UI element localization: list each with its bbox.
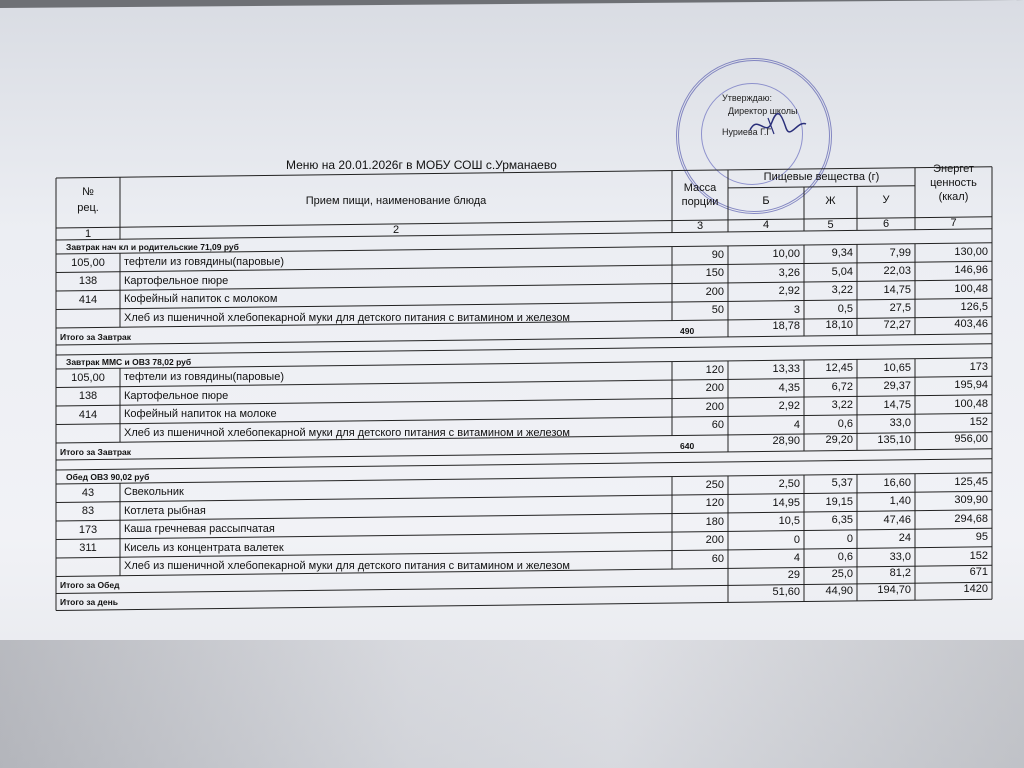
total-carb: 81,2 <box>889 567 911 580</box>
total-mass: 640 <box>680 440 695 451</box>
portion-mass: 90 <box>711 248 724 261</box>
total-carb: 72,27 <box>883 318 911 331</box>
energy-value: 152 <box>969 549 988 562</box>
dish-name: Картофельное пюре <box>124 274 229 287</box>
carb-value: 10,65 <box>883 361 911 374</box>
portion-mass: 180 <box>705 515 724 528</box>
fat-value: 0 <box>846 532 853 545</box>
energy-value: 95 <box>975 531 988 544</box>
total-fat: 44,90 <box>825 584 853 597</box>
dish-name: Кофейный напиток с молоком <box>124 293 278 306</box>
grid-line <box>728 186 915 188</box>
carb-value: 33,0 <box>889 550 911 563</box>
dish-name: Каша гречневая рассыпчатая <box>124 523 275 536</box>
total-energy: 403,46 <box>954 317 988 330</box>
section-label: Обед ОВЗ 90,02 руб <box>66 471 150 482</box>
grid-line <box>56 229 992 240</box>
portion-mass: 50 <box>711 304 724 317</box>
recipe-number: 83 <box>81 505 95 518</box>
carb-value: 7,99 <box>889 246 911 259</box>
column-number: 3 <box>696 220 704 233</box>
column-number: 2 <box>392 223 400 236</box>
fat-value: 3,22 <box>831 284 853 297</box>
carb-value: 29,37 <box>883 380 911 393</box>
portion-mass: 60 <box>711 552 724 565</box>
header-num: № <box>82 185 94 198</box>
grid-line <box>56 217 992 228</box>
total-protein: 29 <box>787 568 800 581</box>
carb-value: 47,46 <box>883 513 911 526</box>
grid-line <box>56 459 992 470</box>
dish-name: Хлеб из пшеничной хлебопекарной муки для детского питания с витамином и железом <box>124 560 570 573</box>
approval-line: Утверждаю: <box>722 93 773 103</box>
total-fat: 18,10 <box>825 319 853 332</box>
recipe-number: 105,00 <box>71 256 105 269</box>
protein-value: 3 <box>793 303 800 316</box>
fat-value: 19,15 <box>825 495 853 508</box>
section-label: Завтрак нач кл и родительские 71,09 руб <box>66 241 239 252</box>
fat-value: 6,35 <box>831 514 853 527</box>
column-number: 1 <box>84 227 92 240</box>
recipe-number: 105,00 <box>71 371 105 384</box>
protein-value: 2,92 <box>778 400 800 413</box>
recipe-number: 43 <box>81 486 95 499</box>
fat-value: 3,22 <box>831 399 853 412</box>
recipe-number: 414 <box>78 408 98 421</box>
total-mass: 490 <box>680 325 695 336</box>
energy-value: 130,00 <box>954 245 988 258</box>
carb-value: 24 <box>898 532 911 545</box>
total-carb: 135,10 <box>877 433 911 446</box>
header-energy: ценность <box>930 177 977 190</box>
header-name: Прием пищи, наименование блюда <box>305 194 487 207</box>
total-protein: 28,90 <box>772 435 800 448</box>
total-label: Итого за Обед <box>60 580 120 591</box>
total-carb: 194,70 <box>877 584 911 597</box>
fat-value: 5,37 <box>831 477 853 490</box>
protein-value: 10,00 <box>772 248 800 261</box>
carb-value: 27,5 <box>889 302 911 315</box>
total-label: Итого за день <box>60 597 119 608</box>
fat-value: 12,45 <box>825 362 853 375</box>
portion-mass: 60 <box>711 419 724 432</box>
portion-mass: 200 <box>705 400 724 413</box>
column-number: 7 <box>950 217 957 230</box>
energy-value: 125,45 <box>954 475 988 488</box>
recipe-number: 173 <box>78 523 98 536</box>
grid-line <box>56 344 992 355</box>
protein-value: 14,95 <box>772 496 800 509</box>
energy-value: 173 <box>969 360 988 373</box>
dish-name: Картофельное пюре <box>124 389 229 402</box>
protein-value: 3,26 <box>778 266 800 279</box>
section-label: Завтрак ММС и ОВЗ 78,02 руб <box>66 356 192 367</box>
dish-name: Свекольник <box>124 486 184 499</box>
header-zh: Ж <box>825 194 836 207</box>
total-energy: 956,00 <box>954 432 988 445</box>
protein-value: 4,35 <box>778 381 800 394</box>
dish-name: Котлета рыбная <box>124 504 206 517</box>
total-protein: 51,60 <box>772 585 800 598</box>
energy-value: 195,94 <box>954 379 988 392</box>
energy-value: 152 <box>969 416 988 429</box>
energy-value: 100,48 <box>954 397 988 410</box>
approval-line: Директор школы <box>728 106 798 116</box>
header-u: У <box>882 194 890 207</box>
portion-mass: 120 <box>705 497 724 510</box>
carb-value: 16,60 <box>883 476 911 489</box>
grid-line <box>56 334 992 345</box>
protein-value: 4 <box>793 418 800 431</box>
header-num: рец. <box>77 201 99 214</box>
fat-value: 9,34 <box>831 247 853 260</box>
portion-mass: 200 <box>705 382 724 395</box>
total-energy: 1420 <box>963 583 988 596</box>
portion-mass: 150 <box>705 267 724 280</box>
portion-mass: 200 <box>705 534 724 547</box>
recipe-number: 414 <box>78 293 98 306</box>
total-fat: 25,0 <box>831 567 853 580</box>
recipe-number: 138 <box>78 390 98 403</box>
total-label: Итого за Завтрак <box>60 446 132 457</box>
dish-name: тефтели из говядины(паровые) <box>124 371 284 384</box>
menu-title: Меню на 20.01.2026г в МОБУ СОШ с.Урманаево <box>286 158 557 172</box>
column-number: 6 <box>882 218 890 231</box>
protein-value: 4 <box>793 552 800 565</box>
carb-value: 33,0 <box>889 417 911 430</box>
total-energy: 671 <box>969 566 988 579</box>
header-mass: Масса <box>683 182 717 195</box>
dish-name: Хлеб из пшеничной хлебопекарной муки для детского питания с витамином и железом <box>124 311 570 324</box>
total-fat: 29,20 <box>825 434 853 447</box>
energy-value: 146,96 <box>954 264 988 277</box>
energy-value: 100,48 <box>954 282 988 295</box>
portion-mass: 120 <box>705 363 724 376</box>
total-protein: 18,78 <box>772 320 800 333</box>
header-nutrients: Пищевые вещества (г) <box>763 170 880 183</box>
protein-value: 2,50 <box>778 478 800 491</box>
header-energy: (ккал) <box>938 191 969 204</box>
carb-value: 14,75 <box>883 283 911 296</box>
header-energy: Энергет <box>933 163 974 176</box>
grid-line <box>56 449 992 460</box>
carb-value: 22,03 <box>883 265 911 278</box>
recipe-number: 311 <box>79 542 97 555</box>
fat-value: 0,5 <box>837 302 853 315</box>
recipe-number: 138 <box>78 275 98 288</box>
header-mass: порции <box>681 196 719 209</box>
protein-value: 2,92 <box>778 285 800 298</box>
fat-value: 0,6 <box>837 417 853 430</box>
column-number: 4 <box>762 219 770 232</box>
header-b: Б <box>762 195 770 208</box>
portion-mass: 200 <box>705 285 724 298</box>
protein-value: 0 <box>793 533 800 546</box>
dish-name: Кофейный напиток на молоке <box>124 408 277 421</box>
energy-value: 126,5 <box>960 301 988 314</box>
fat-value: 6,72 <box>831 380 853 393</box>
fat-value: 5,04 <box>831 265 853 278</box>
column-number: 5 <box>827 218 834 231</box>
energy-value: 309,90 <box>954 494 988 507</box>
dish-name: Хлеб из пшеничной хлебопекарной муки для детского питания с витамином и железом <box>124 426 570 439</box>
carb-value: 14,75 <box>883 398 911 411</box>
carb-value: 1,40 <box>889 495 911 508</box>
grid-line <box>56 599 992 610</box>
fat-value: 0,6 <box>837 551 853 564</box>
energy-value: 294,68 <box>954 512 988 525</box>
approval-line: Нуриева Г.Г <box>722 127 772 137</box>
protein-value: 10,5 <box>778 515 800 528</box>
portion-mass: 250 <box>705 478 724 491</box>
dish-name: тефтели из говядины(паровые) <box>124 256 284 269</box>
protein-value: 13,33 <box>772 363 800 376</box>
total-label: Итого за Завтрак <box>60 331 132 342</box>
dish-name: Кисель из концентрата валетек <box>124 541 284 554</box>
